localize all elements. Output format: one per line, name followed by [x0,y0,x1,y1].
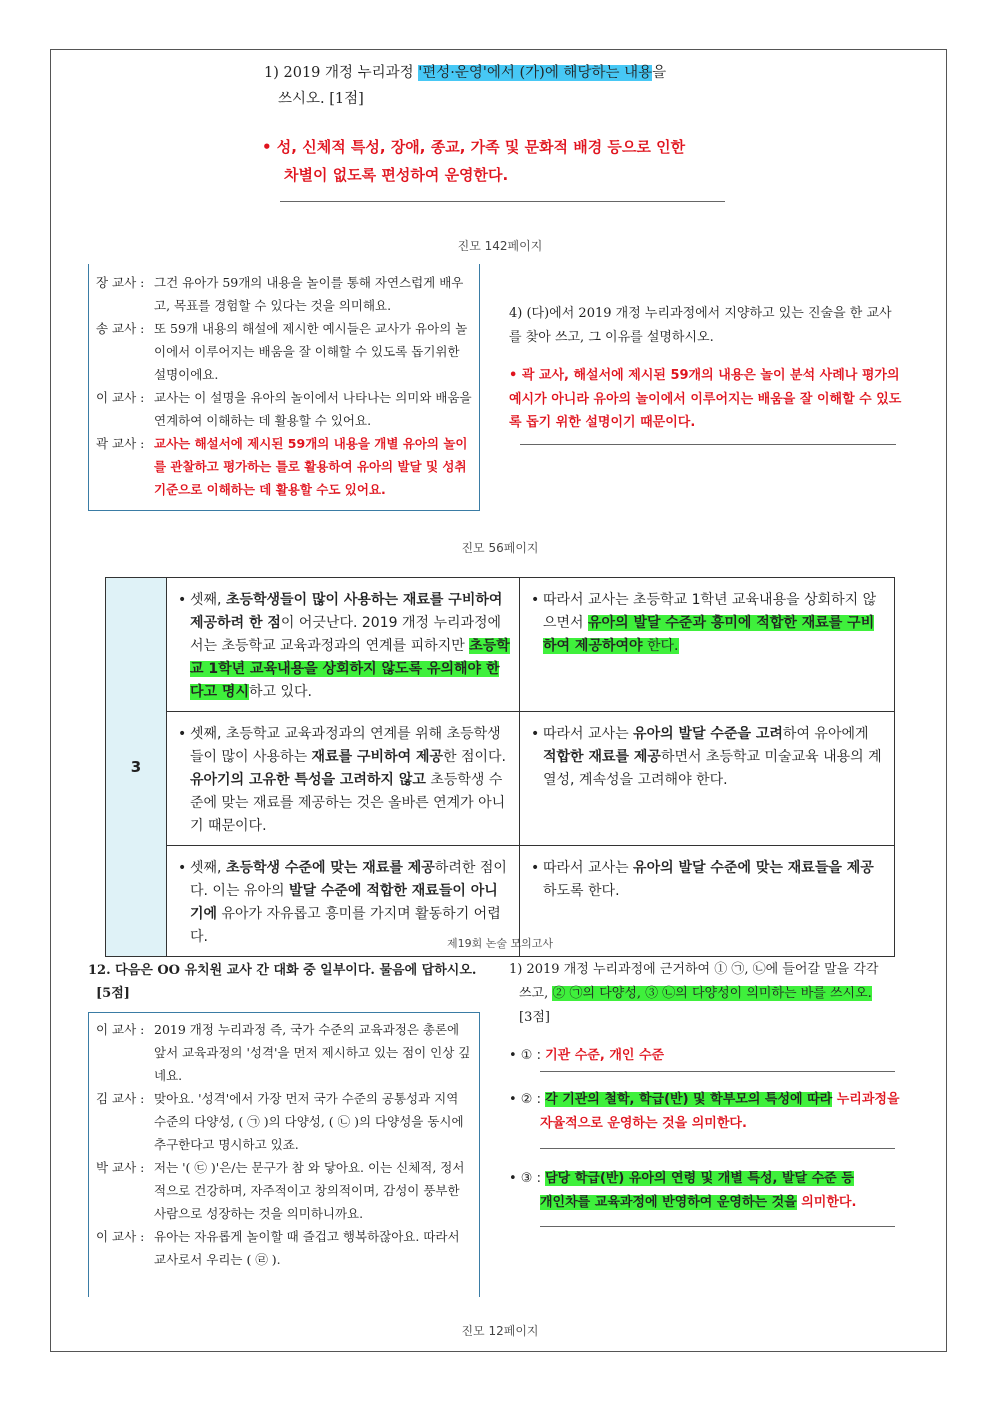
bold-text: 초등학생 수준에 맞는 재료를 제공 [225,860,435,876]
s2-speech: 그건 유아가 59개의 내용을 놀이를 통해 자연스럽게 배우고, 목표를 경험할 수 있다는 것을 의미해요. [154,275,464,313]
s4-speaker: 김 교사 : [96,1091,145,1106]
s2-dialogue-line [96,432,472,501]
s4-speech: 2019 개정 누리과정 즉, 국가 수준의 교육과정은 총론에 앞서 교육과정의 '성격'을 먼저 제시하고 있는 점이 인상 깊네요. [154,1022,471,1083]
s4-answer-1 [509,1044,899,1068]
s4-answer-3-text: 의미한다. [796,1195,857,1210]
s3-right-cell [520,712,895,846]
s3-row-number: 3 [106,578,167,957]
table-row [106,712,895,846]
s4-title [88,959,488,1005]
s2-speaker: 이 교사 : [96,390,145,405]
s3-right-cell [520,578,895,712]
list-item [521,713,893,798]
text: 하도록 한다. [543,883,620,899]
s4-question-line3: [3점] [519,1010,550,1025]
bold-text: 재료를 구비하여 제공 [311,749,444,765]
s4-answer-3-highlight: 개인차를 교육과정에 반영하여 운영하는 것을 [540,1195,797,1210]
bold-text: 적합한 재료를 제공 [543,749,661,765]
s4-answer-3 [509,1167,904,1215]
s4-title-line1: 12. 다음은 OO 유치원 교사 간 대화 중 일부이다. 물음에 답하시오. [88,963,477,978]
s1-question [264,60,744,112]
text: 한다. [642,638,679,654]
list-item [168,579,518,710]
s1-answer [262,133,742,189]
text: 한 점이다. [443,749,507,765]
s2-answer: • 곽 교사, 해설서에 제시된 59개의 내용은 놀이 분석 사례나 평가의 예시가 아니라 유아의 놀이에서 이루어지는 배움을 잘 이해할 수 있도록 돕기 위한 설명이기 때문이다. [509,368,902,430]
bold-text: 유아기의 고유한 특성을 고려하지 않고 [190,772,426,788]
s2-answer-underline [520,444,896,445]
s3-caption: 제19회 논술 모의고사 [447,937,553,950]
s4-answer-2-text: 누리과정을 [832,1092,900,1107]
s2-caption: 진모 56페이지 [461,541,539,555]
s4-answer-2 [509,1088,904,1136]
s4-dialogue-line [96,1018,472,1087]
s1-caption: 진모 142페이지 [457,239,543,253]
text: 이 어긋난다. 2019 개정 누리과정에서는 초등학교 교육과정과의 연계를 피하지만 [190,615,502,654]
s4-answer-1-underline [540,1071,895,1072]
s2-speaker: 송 교사 : [96,321,145,336]
s4-answer-1-text: 기관 수준, 개인 수준 [545,1048,665,1063]
list-item [168,713,518,844]
s4-answer-3-underline [540,1226,895,1227]
s4-answer-2-underline [540,1148,895,1149]
s4-answer-3-label: • ③ : [509,1171,546,1186]
text: 따라서 교사는 [543,726,634,742]
bold-text: 발달 수준에 적합한 재료들이 아니기에 [190,883,498,922]
s4-dialogue [96,1018,472,1271]
s4-question-line2-pre: 쓰고, [519,986,553,1001]
list-item [521,579,893,664]
s3-left-cell [167,578,520,712]
s2-speech-highlighted: 교사는 해설서에 제시된 59개의 내용을 개별 유아의 놀이를 관찰하고 평가하는 틀로 활용하여 유아의 발달 및 성취 기준으로 이해하는 데 활용할 수도 있어요. [154,436,468,497]
s1-answer-underline [280,201,725,202]
text: 하려한 점이다. 이는 유아의 [190,860,507,899]
s2-dialogue-line [96,271,472,317]
s2-speaker: 곽 교사 : [96,436,145,451]
text: 셋째, [190,592,226,608]
text: 셋째, 초등학교 교육과정과의 연계를 위해 초등학생들이 많이 사용하는 [190,726,501,765]
s3-comparison-table [105,577,895,957]
s4-speech: 유아는 자유롭게 놀이할 때 즐겁고 행복하잖아요. 따라서 교사로서 우리는 ( ㉣ ). [154,1229,460,1267]
s2-speaker: 장 교사 : [96,275,145,290]
s4-caption: 진모 12페이지 [461,1324,539,1338]
s2-dialogue [96,271,472,501]
list-item [521,847,893,909]
table-row [106,578,895,712]
s1-answer-line1: • 성, 신체적 특성, 장애, 종교, 가족 및 문화적 배경 등으로 인한 [262,138,686,156]
s1-question-prefix: 1) 2019 개정 누리과정 [264,65,419,81]
s4-answer-2-highlight: 각 기관의 철학, 학급(반) 및 학부모의 특성에 따라 [545,1092,833,1107]
s4-question-highlight: ② ㉠의 다양성, ③ ㉡의 다양성이 의미하는 바를 쓰시오. [552,986,872,1001]
s4-question-line1: 1) 2019 개정 누리과정에 근거하여 ① ㉠, ㉡에 들어갈 말을 각각 [509,962,879,977]
s4-answer-2-line2: 자율적으로 운영하는 것을 의미한다. [540,1116,747,1131]
text: 하여 유아에게 [782,726,869,742]
bold-text: 유아의 발달 수준에 맞는 재료들을 제공 [633,860,874,876]
text: 하고 있다. [248,684,312,700]
s1-question-highlight: '편성·운영'에서 (가)에 해당하는 내용 [418,65,653,81]
s1-answer-line2: 차별이 없도록 편성하여 운영한다. [284,166,509,184]
highlight-text: 유아의 발달 수준과 흥미에 적합한 재료를 구비하여 제공하여야 [543,615,875,654]
s4-answer-2-label: • ② : [509,1092,546,1107]
bold-text: 초등학생들이 많이 사용하는 재료를 구비하여 제공하려 한 점 [190,592,503,631]
s1-question-line2: 쓰시오. [1점] [278,91,364,107]
s4-dialogue-line [96,1087,472,1156]
text: 유아가 자유롭고 흥미를 가지며 활동하기 어렵다. [190,906,501,945]
s2-speech: 교사는 이 설명을 유아의 놀이에서 나타나는 의미와 배움을 연계하여 이해하는 데 활용할 수 있어요. [154,390,472,428]
text: 따라서 교사는 [543,860,634,876]
text: 셋째, [190,860,226,876]
s4-dialogue-line [96,1156,472,1225]
text: 따라서 교사는 초등학교 1학년 교육내용을 상회하지 않으면서 [543,592,877,631]
s4-speech: 맞아요. '성격'에서 가장 먼저 국가 수준의 공통성과 지역 수준의 다양성, ( ㉠ )의 다양성, ( ㉡ )의 다양성을 동시에 추구한다고 명시하고 있죠. [154,1091,464,1152]
s2-dialogue-line [96,386,472,432]
s4-speaker: 박 교사 : [96,1160,145,1175]
s3-left-cell [167,712,520,846]
s4-answer-1-label: • ① : [509,1048,546,1063]
s4-title-line2: [5점] [96,986,130,1001]
s4-question [509,958,909,1030]
s4-answer-3-highlight: 담당 학급(반) 유아의 연령 및 개별 특성, 발달 수준 등 [545,1171,854,1186]
s4-speaker: 이 교사 : [96,1022,145,1037]
s2-question: 4) (다)에서 2019 개정 누리과정에서 지양하고 있는 진술을 한 교사를 찾아 쓰고, 그 이유를 설명하시오. [509,306,892,345]
s4-speaker: 이 교사 : [96,1229,145,1244]
text: 하면서 초등학교 미술교육 내용의 계열성, 계속성을 고려해야 한다. [543,749,882,788]
s2-speech: 또 59개 내용의 해설에 제시한 예시들은 교사가 유아의 놀이에서 이루어지는 배움을 잘 이해할 수 있도록 돕기위한 설명이에요. [154,321,468,382]
text: 초등학생 수준에 맞는 재료를 제공하는 것은 올바른 연계가 아니기 때문이다. [190,772,506,834]
s1-question-suffix: 을 [652,65,667,81]
s4-dialogue-line [96,1225,472,1271]
bold-text: 유아의 발달 수준을 고려 [633,726,783,742]
highlight-text: 초등학교 1학년 교육내용을 상회하지 않도록 유의해야 한다고 명시 [190,638,510,700]
s2-dialogue-line [96,317,472,386]
s4-speech: 저는 '( ㉢ )'은/는 문구가 참 와 닿아요. 이는 신체적, 정서적으로 건강하며, 자주적이고 창의적이며, 감성이 풍부한 사람으로 성장하는 것을 의미하니까요. [154,1160,465,1221]
